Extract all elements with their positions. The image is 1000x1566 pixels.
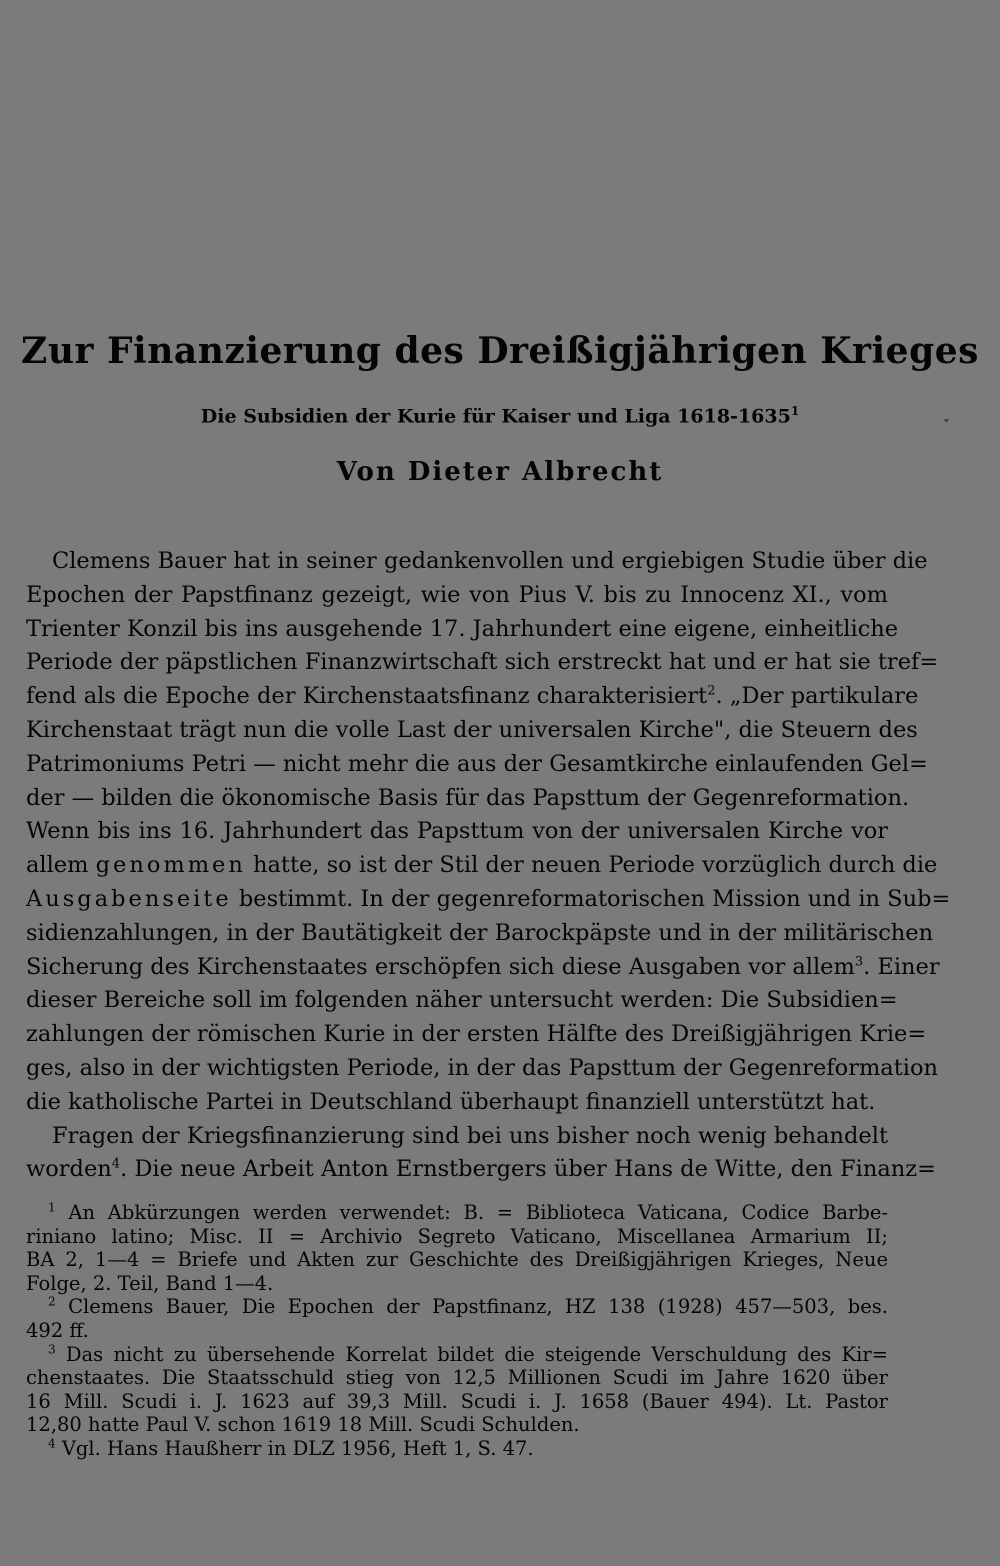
footnote-ref-2[interactable]: 2 — [707, 683, 716, 699]
text-line: sidienzahlungen, in der Bautätigkeit der Barockpäpste und in der militärischen — [26, 919, 934, 946]
text-line: Wenn bis ins 16. Jahrhundert das Papsttum von der universalen Kirche vor — [26, 818, 888, 845]
text-segment: . „Der partikulare — [715, 683, 919, 710]
margin-mark: ˇ — [943, 418, 950, 434]
text-segment: Sicherung des Kirchenstaates erschöpfen sich diese Ausgaben vor allem — [26, 953, 855, 980]
footnote-ref-4[interactable]: 4 — [111, 1156, 121, 1172]
article-author: Von Dieter Albrecht — [336, 457, 664, 487]
text-line — [26, 1153, 936, 1187]
text-line: der — bilden die ökonomische Basis für das Papsttum der Gegenreformation. — [26, 784, 910, 811]
footnote-mark: 2 — [48, 1294, 56, 1309]
text-segment: Einer — [877, 953, 940, 980]
footnote-line: 492 ff. — [26, 1318, 89, 1342]
footnote-text: An Abkürzungen werden verwendet: B. = Biblioteca Vaticana, Codice Barbe- — [68, 1201, 888, 1224]
subtitle-text: Die Subsidien der Kurie für Kaiser und Liga 1618-1635 — [200, 405, 791, 428]
footnote-ref-1[interactable]: 1 — [790, 404, 800, 418]
text-line: Patrimoniums Petri — nicht mehr die aus der Gesamtkirche einlaufenden Gel= — [26, 750, 928, 777]
footnote-mark: 4 — [48, 1436, 56, 1451]
footnote-1 — [26, 1201, 888, 1225]
article-subtitle — [0, 396, 1000, 431]
text-line: dieser Bereiche soll im folgenden näher untersucht werden: Die Subsidien= — [26, 987, 898, 1014]
footnote-line: Folge, 2. Teil, Band 1—4. — [26, 1271, 274, 1295]
emphasized-word: genommen — [95, 852, 246, 879]
footnote-2 — [26, 1295, 888, 1319]
text-segment: fend als die Epoche der Kirchenstaatsfinanz charakterisiert — [26, 683, 708, 710]
footnote-line: chenstaates. Die Staatsschuld stieg von 12,5 Millionen Scudi im Jahre 1620 über — [26, 1366, 888, 1390]
article-title: Zur Finanzierung des Dreißigjährigen Krieges — [21, 330, 979, 372]
footnote-4 — [26, 1437, 888, 1461]
text-line: Fragen der Kriegsfinanzierung sind bei uns bisher noch wenig behandelt — [52, 1122, 888, 1149]
text-line: Periode der päpstlichen Finanzwirtschaft sich erstreckt hat und er hat sie tref= — [26, 649, 939, 676]
text-line: Clemens Bauer hat in seiner gedankenvollen und ergiebigen Studie über die — [52, 548, 928, 574]
footnote-line: 16 Mill. Scudi i. J. 1623 auf 39,3 Mill. Scudi i. J. 1658 (Bauer 494). Lt. Pastor — [26, 1389, 888, 1413]
text-line: Epochen der Papstfinanz gezeigt, wie von Pius V. bis zu Innocenz XI., vom — [26, 581, 888, 608]
footnote-text: Clemens Bauer, Die Epochen der Papstfinanz, HZ 138 (1928) 457—503, bes. — [68, 1295, 888, 1319]
footnote-text: Vgl. Hans Haußherr in DLZ 1956, Heft 1, S. 47. — [61, 1436, 534, 1460]
article-body — [26, 545, 951, 1187]
footnote-line: BA 2, 1—4 = Briefe und Akten zur Geschichte des Dreißigjährigen Krieges, Neue — [26, 1248, 888, 1272]
footnote-line: 12,80 hatte Paul V. schon 1619 18 Mill. Scudi Schulden. — [26, 1413, 580, 1437]
text-line — [26, 849, 938, 883]
footnote-line: riniano latino; Misc. II = Archivio Segreto Vaticano, Miscellanea Armarium II; — [26, 1224, 888, 1248]
text-line: Kirchenstaat trägt nun die volle Last der universalen Kirche", die Steuern des — [26, 716, 918, 743]
emphasized-word: Ausgabenseite — [26, 885, 232, 912]
text-segment: hatte, so ist der Stil der neuen Periode vorzüglich durch die — [253, 852, 938, 879]
text-segment: . Die neue Arbeit Anton Ernstbergers über Hans de Witte, den Finanz= — [120, 1156, 936, 1183]
footnote-ref-3[interactable]: 3 — [854, 954, 864, 970]
text-segment: worden — [26, 1156, 112, 1183]
text-line: Trienter Konzil bis ins ausgehende 17. Jahrhundert eine eigene, einheitliche — [26, 615, 899, 642]
text-line — [26, 883, 951, 917]
text-line: zahlungen der römischen Kurie in der ersten Hälfte des Dreißigjährigen Krie= — [26, 1021, 927, 1048]
footnote-3 — [26, 1343, 888, 1367]
text-line: ges, also in der wichtigsten Periode, in der das Papsttum der Gegenreformation — [26, 1054, 938, 1081]
text-segment: allem — [26, 852, 89, 879]
footnote-mark: 3 — [48, 1342, 56, 1357]
text-line: die katholische Partei in Deutschland überhaupt finanziell unterstützt hat. — [26, 1088, 876, 1115]
footnote-mark: 1 — [48, 1200, 56, 1215]
text-line — [26, 951, 940, 985]
text-segment: bestimmt. In der gegenreformatorischen Mission und in Sub= — [238, 885, 951, 912]
footnote-text: Das nicht zu übersehende Korrelat bildet die steigende Verschuldung des Kir= — [65, 1342, 888, 1366]
footnotes — [26, 1201, 888, 1461]
text-segment: . — [863, 953, 871, 980]
text-line — [26, 680, 919, 714]
